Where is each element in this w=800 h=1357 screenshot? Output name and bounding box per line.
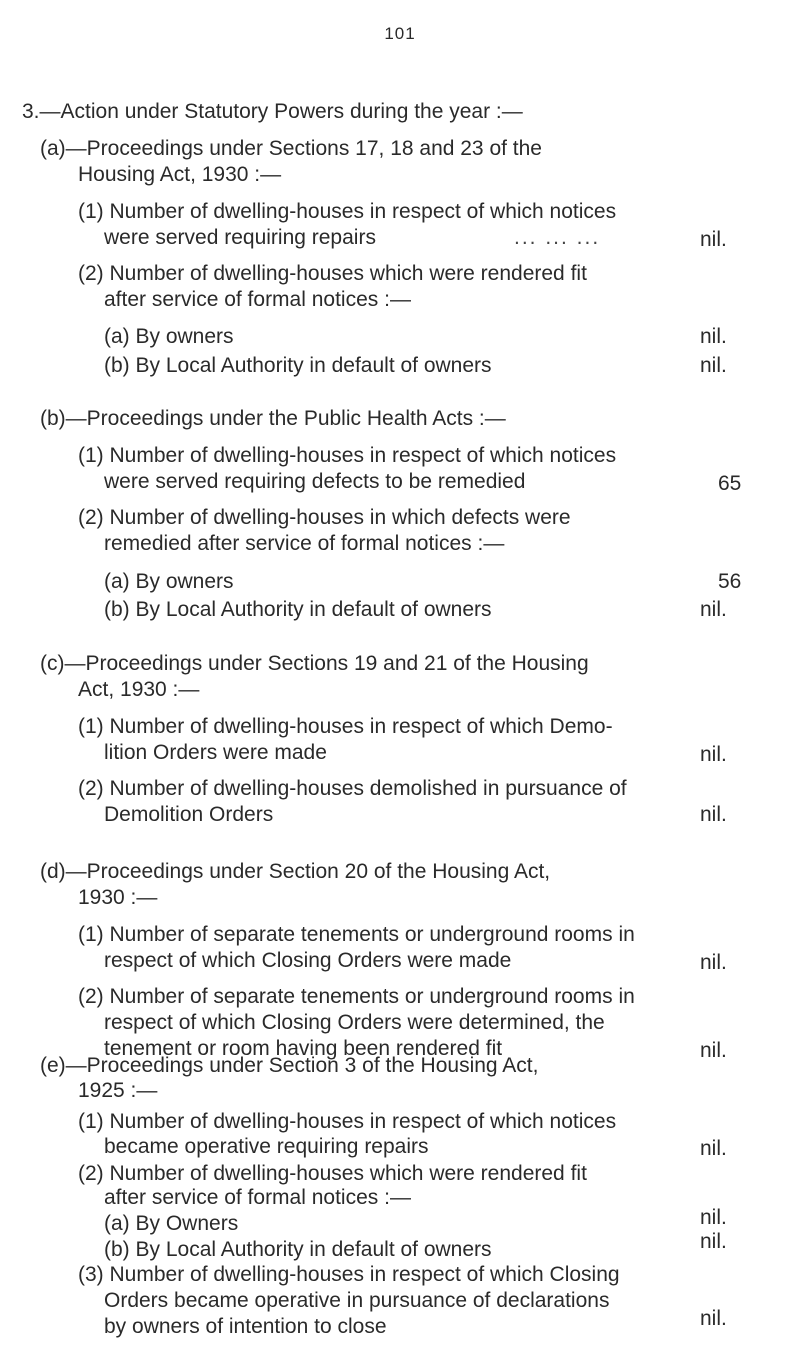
d-item1-line2: respect of which Closing Orders were made <box>104 949 512 972</box>
subsection-a-title-cont: Housing Act, 1930 :— <box>78 163 282 186</box>
a-item2b-value: nil. <box>700 354 727 377</box>
subsection-b-title: (b)—Proceedings under the Public Health Acts :— <box>40 407 506 430</box>
c-item1-line1: (1) Number of dwelling-houses in respect of which Demo- <box>78 715 613 738</box>
a-item2-line1: (2) Number of dwelling-houses which were rendered fit <box>78 262 587 285</box>
e-item2-line2: after service of formal notices :— <box>104 1186 411 1209</box>
e-item3-value: nil. <box>700 1307 727 1330</box>
d-item2-line1: (2) Number of separate tenements or underground rooms in <box>78 985 635 1008</box>
e-item1-line1: (1) Number of dwelling-houses in respect of which notices <box>78 1110 617 1133</box>
section-heading: 3.—Action under Statutory Powers during the year :— <box>22 100 523 123</box>
b-item2b-value: nil. <box>700 598 727 621</box>
d-item1-value: nil. <box>700 951 727 974</box>
e-item2b: (b) By Local Authority in default of owners <box>104 1238 492 1261</box>
c-item1-value: nil. <box>700 743 727 766</box>
c-item2-line1: (2) Number of dwelling-houses demolished in pursuance of <box>78 777 627 800</box>
subsection-e-title: (e)—Proceedings under Section 3 of the Housing Act, <box>40 1054 539 1077</box>
a-item2b: (b) By Local Authority in default of owners <box>104 354 492 377</box>
e-item3-line2: Orders became operative in pursuance of declarations <box>104 1289 610 1312</box>
c-item2-line2: Demolition Orders <box>104 803 274 826</box>
subsection-e-title-cont: 1925 :— <box>78 1079 158 1102</box>
a-item2-line2: after service of formal notices :— <box>104 288 411 311</box>
e-item2a: (a) By Owners <box>104 1212 239 1235</box>
d-item1-line1: (1) Number of separate tenements or underground rooms in <box>78 923 635 946</box>
b-item1-line1: (1) Number of dwelling-houses in respect of which notices <box>78 444 617 467</box>
e-item2b-value: nil. <box>700 1230 727 1253</box>
b-item2b: (b) By Local Authority in default of owners <box>104 598 492 621</box>
b-item1-value: 65 <box>718 472 742 495</box>
page-number: 101 <box>384 24 416 43</box>
subsection-a-title: (a)—Proceedings under Sections 17, 18 and 23 of the <box>40 137 542 160</box>
e-item2a-value: nil. <box>700 1206 727 1229</box>
a-item1-line1: (1) Number of dwelling-houses in respect of which notices <box>78 200 617 223</box>
a-item1-line2: were served requiring repairs ... ... ... <box>104 226 601 249</box>
e-item3-line1: (3) Number of dwelling-houses in respect of which Closing <box>78 1263 620 1286</box>
b-item2a: (a) By owners <box>104 570 234 593</box>
subsection-c-title: (c)—Proceedings under Sections 19 and 21 of the Housing <box>40 652 589 675</box>
e-item2-line1: (2) Number of dwelling-houses which were rendered fit <box>78 1162 587 1185</box>
b-item1-line2: were served requiring defects to be remedied <box>104 470 526 493</box>
b-item2-line1: (2) Number of dwelling-houses in which defects were <box>78 506 571 529</box>
subsection-d-title: (d)—Proceedings under Section 20 of the Housing Act, <box>40 860 551 883</box>
e-item1-line2: became operative requiring repairs <box>104 1135 429 1158</box>
d-item2-line2: respect of which Closing Orders were determined, the <box>104 1011 605 1034</box>
d-item2-value: nil. <box>700 1039 727 1062</box>
e-item1-value: nil. <box>700 1137 727 1160</box>
subsection-c-title-cont: Act, 1930 :— <box>78 678 200 701</box>
a-item2a-value: nil. <box>700 325 727 348</box>
b-item2-line2: remedied after service of formal notices :— <box>104 532 505 555</box>
c-item2-value: nil. <box>700 803 727 826</box>
e-item3-line3: by owners of intention to close <box>104 1315 387 1338</box>
a-item1-value: nil. <box>700 228 727 251</box>
c-item1-line2: lition Orders were made <box>104 741 327 764</box>
subsection-d-title-cont: 1930 :— <box>78 886 158 909</box>
a-item2a: (a) By owners <box>104 325 234 348</box>
d-item2-line3: tenement or room having been rendered fit <box>104 1037 503 1060</box>
dot-leader: ... ... ... <box>514 226 601 249</box>
b-item2a-value: 56 <box>718 570 742 593</box>
